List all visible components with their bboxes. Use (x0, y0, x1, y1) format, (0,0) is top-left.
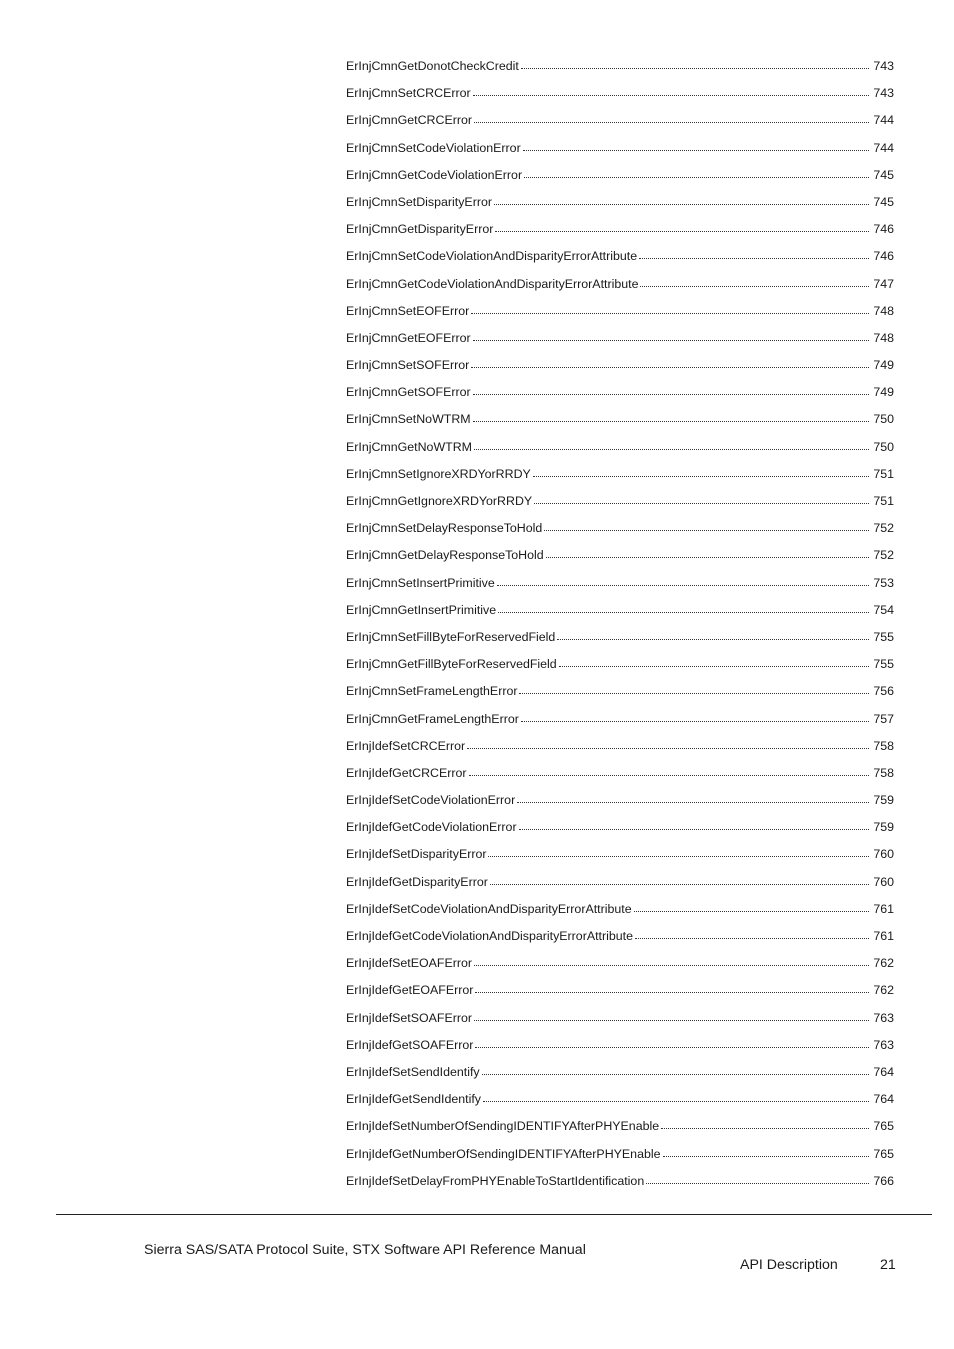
toc-entry[interactable] (346, 844, 894, 871)
toc-entry[interactable] (346, 654, 894, 681)
toc-entry[interactable] (346, 1116, 894, 1143)
toc-entry-title: ErInjIdefSetEOAFError (346, 956, 473, 971)
toc-entry[interactable] (346, 165, 894, 192)
toc-entry[interactable] (346, 56, 894, 83)
toc-entry-title: ErInjIdefGetSOAFError (346, 1037, 474, 1052)
toc-dot-leader (497, 575, 869, 587)
toc-entry[interactable] (346, 1062, 894, 1089)
toc-entry[interactable] (346, 763, 894, 790)
toc-entry[interactable] (346, 736, 894, 763)
toc-entry-page: 745 (873, 167, 894, 182)
toc-entry-page: 748 (873, 330, 894, 345)
toc-dot-leader (635, 928, 869, 940)
toc-entry[interactable] (346, 437, 894, 464)
toc-dot-leader (546, 547, 869, 559)
toc-entry-title: ErInjCmnGetSOFError (346, 385, 471, 400)
toc-entry-title: ErInjCmnSetDelayResponseToHold (346, 521, 543, 536)
toc-entry[interactable] (346, 600, 894, 627)
toc-entry-page: 756 (873, 684, 894, 699)
toc-entry[interactable] (346, 1035, 894, 1062)
toc-entry[interactable] (346, 899, 894, 926)
toc-entry[interactable] (346, 1171, 894, 1198)
toc-entry[interactable] (346, 274, 894, 301)
toc-entry-page: 743 (873, 86, 894, 101)
toc-dot-leader (488, 846, 869, 858)
toc-entry[interactable] (346, 355, 894, 382)
toc-entry-title: ErInjCmnGetFillByteForReservedField (346, 657, 557, 672)
toc-dot-leader (524, 167, 869, 179)
toc-entry-title: ErInjIdefGetCodeViolationError (346, 820, 517, 835)
toc-entry-title: ErInjIdefGetCodeViolationAndDisparityErrorAttribute (346, 929, 633, 943)
toc-entry-page: 761 (873, 901, 894, 916)
toc-entry-page: 762 (873, 983, 894, 998)
toc-dot-leader (475, 982, 869, 994)
toc-entry-page: 749 (873, 358, 894, 373)
toc-entry-page: 746 (873, 249, 894, 264)
toc-dot-leader (663, 1146, 870, 1158)
toc-entry-page: 752 (873, 521, 894, 536)
toc-entry[interactable] (346, 627, 894, 654)
toc-entry-title: ErInjIdefSetCodeViolationAndDisparityErrorAttribute (346, 901, 632, 916)
footer-page-number: 21 (880, 1257, 896, 1273)
toc-entry-title: ErInjCmnGetDelayResponseToHold (346, 548, 544, 563)
toc-entry-page: 766 (873, 1173, 894, 1188)
toc-dot-leader (483, 1091, 869, 1103)
toc-entry-title: ErInjCmnSetEOFError (346, 303, 470, 318)
toc-entry-title: ErInjCmnSetFillByteForReservedField (346, 629, 556, 644)
toc-dot-leader (495, 221, 869, 233)
toc-entry-page: 764 (873, 1092, 894, 1107)
toc-entry-title: ErInjIdefGetSendIdentify (346, 1092, 482, 1107)
toc-entry-page: 762 (873, 956, 894, 971)
toc-dot-leader (521, 711, 869, 723)
toc-entry[interactable] (346, 464, 894, 491)
toc-entry-title: ErInjCmnGetInsertPrimitive (346, 602, 497, 617)
toc-dot-leader (473, 330, 869, 342)
toc-entry-title: ErInjCmnSetCodeViolationError (346, 140, 521, 155)
toc-dot-leader (490, 874, 869, 886)
toc-entry-page: 752 (873, 548, 894, 563)
toc-entry[interactable] (346, 301, 894, 328)
toc-dot-leader (559, 656, 869, 668)
toc-entry[interactable] (346, 491, 894, 518)
toc-entry[interactable] (346, 110, 894, 137)
toc-entry[interactable] (346, 681, 894, 708)
toc-entry-title: ErInjIdefSetCRCError (346, 738, 466, 753)
toc-entry-page: 748 (873, 303, 894, 318)
toc-dot-leader (557, 629, 869, 641)
toc-entry-page: 755 (873, 629, 894, 644)
toc-entry-page: 759 (873, 820, 894, 835)
toc-entry-page: 763 (873, 1010, 894, 1025)
toc-entry-title: ErInjCmnGetCodeViolationError (346, 167, 523, 182)
toc-dot-leader (640, 276, 869, 288)
toc-entry-page: 749 (873, 385, 894, 400)
toc-entry-page: 760 (873, 847, 894, 862)
toc-entry-title: ErInjIdefGetCRCError (346, 765, 467, 780)
toc-entry-page: 754 (873, 602, 894, 617)
toc-dot-leader (519, 819, 869, 831)
toc-dot-leader (467, 738, 869, 750)
toc-entry-page: 760 (873, 874, 894, 889)
toc-entry[interactable] (346, 1144, 894, 1171)
toc-entry-title: ErInjCmnSetSOFError (346, 358, 470, 373)
toc-entry[interactable] (346, 573, 894, 600)
toc-entry-page: 761 (873, 929, 894, 943)
toc-dot-leader (519, 683, 869, 695)
toc-entry[interactable] (346, 980, 894, 1007)
toc-entry-title: ErInjCmnSetIgnoreXRDYorRRDY (346, 466, 531, 481)
toc-dot-leader (474, 955, 869, 967)
toc-entry-page: 750 (873, 439, 894, 454)
toc-entry[interactable] (346, 709, 894, 736)
toc-dot-leader (475, 1037, 869, 1049)
toc-entry-title: ErInjIdefSetCodeViolationError (346, 793, 516, 808)
toc-entry-page: 753 (873, 575, 894, 590)
toc-entry[interactable] (346, 328, 894, 355)
toc-entry[interactable] (346, 817, 894, 844)
toc-dot-leader (474, 112, 869, 124)
toc-dot-leader (474, 1010, 869, 1022)
toc-entry-page: 743 (873, 59, 894, 73)
toc-dot-leader (534, 493, 869, 505)
toc-entry-title: ErInjCmnGetDisparityError (346, 222, 494, 237)
toc-dot-leader (523, 140, 869, 152)
toc-entry[interactable] (346, 926, 894, 953)
toc-dot-leader (494, 194, 869, 206)
toc-entry-page: 745 (873, 194, 894, 209)
toc-dot-leader (634, 901, 869, 913)
toc-entry-page: 755 (873, 657, 894, 672)
toc-entry[interactable] (346, 518, 894, 545)
toc-dot-leader (473, 384, 869, 396)
toc-entry-title: ErInjIdefSetDelayFromPHYEnableToStartIdentification (346, 1173, 645, 1188)
toc-entry-title: ErInjIdefSetNumberOfSendingIDENTIFYAfterPHYEnable (346, 1119, 660, 1134)
toc-entry-title: ErInjIdefSetDisparityError (346, 847, 487, 862)
toc-dot-leader (498, 602, 869, 614)
toc-entry-title: ErInjIdefGetNumberOfSendingIDENTIFYAfterPHYEnable (346, 1146, 661, 1161)
toc-entry[interactable] (346, 409, 894, 436)
toc-entry-page: 751 (873, 494, 894, 508)
toc-entry-page: 744 (873, 140, 894, 155)
toc-entry-page: 765 (873, 1146, 894, 1161)
toc-entry-page: 746 (873, 222, 894, 237)
toc-dot-leader (474, 439, 869, 451)
toc-entry-page: 758 (873, 765, 894, 780)
toc-entry-page: 764 (873, 1064, 894, 1079)
toc-entry-title: ErInjCmnSetInsertPrimitive (346, 575, 495, 590)
toc-entry-page: 765 (873, 1119, 894, 1134)
toc-entry[interactable] (346, 790, 894, 817)
toc-entry-page: 758 (873, 738, 894, 753)
toc-dot-leader (661, 1118, 869, 1130)
toc-entry[interactable] (346, 246, 894, 273)
toc-dot-leader (473, 411, 869, 423)
toc-entry-title: ErInjCmnGetCRCError (346, 113, 472, 128)
toc-dot-leader (469, 765, 870, 777)
toc-entry-page: 751 (873, 466, 894, 481)
toc-dot-leader (533, 466, 869, 478)
toc-dot-leader (544, 520, 869, 532)
toc-entry[interactable] (346, 953, 894, 980)
toc-entry-title: ErInjCmnGetEOFError (346, 330, 471, 345)
toc-dot-leader (471, 357, 869, 369)
toc-entry-title: ErInjCmnGetIgnoreXRDYorRRDY (346, 494, 533, 508)
toc-entry-page: 763 (873, 1037, 894, 1052)
toc-entry-title: ErInjCmnSetDisparityError (346, 194, 492, 209)
toc-entry-page: 750 (873, 412, 894, 427)
table-of-contents (346, 56, 894, 1198)
toc-entry-title: ErInjCmnSetNoWTRM (346, 412, 471, 427)
toc-entry-title: ErInjIdefSetSOAFError (346, 1010, 473, 1025)
toc-entry[interactable] (346, 219, 894, 246)
toc-entry-page: 747 (873, 276, 894, 291)
footer-section-name: API Description (740, 1257, 838, 1273)
toc-entry-title: ErInjCmnSetCodeViolationAndDisparityErrorAttribute (346, 249, 638, 264)
toc-entry-title: ErInjIdefGetEOAFError (346, 983, 474, 998)
toc-entry-title: ErInjIdefGetDisparityError (346, 874, 488, 889)
toc-entry[interactable] (346, 138, 894, 165)
toc-entry-title: ErInjIdefSetSendIdentify (346, 1064, 480, 1079)
footer-document-title: Sierra SAS/SATA Protocol Suite, STX Software API Reference Manual (144, 1242, 586, 1258)
toc-dot-leader (482, 1064, 869, 1076)
toc-entry[interactable] (346, 83, 894, 110)
toc-entry[interactable] (346, 192, 894, 219)
toc-dot-leader (517, 792, 869, 804)
toc-entry-title: ErInjCmnGetCodeViolationAndDisparityErrorAttribute (346, 276, 639, 291)
toc-dot-leader (646, 1173, 869, 1185)
footer-divider (56, 1214, 932, 1215)
toc-entry-page: 757 (873, 711, 894, 726)
toc-entry[interactable] (346, 1089, 894, 1116)
toc-dot-leader (639, 248, 869, 260)
toc-dot-leader (471, 303, 869, 315)
toc-entry-title: ErInjCmnGetNoWTRM (346, 439, 472, 454)
toc-dot-leader (521, 58, 869, 70)
toc-entry[interactable] (346, 872, 894, 899)
toc-entry[interactable] (346, 1008, 894, 1035)
toc-entry-page: 759 (873, 793, 894, 808)
toc-entry[interactable] (346, 382, 894, 409)
toc-entry-title: ErInjCmnGetFrameLengthError (346, 711, 519, 726)
toc-dot-leader (473, 85, 869, 97)
toc-entry[interactable] (346, 545, 894, 572)
toc-entry-title: ErInjCmnSetCRCError (346, 86, 471, 101)
toc-entry-page: 744 (873, 113, 894, 128)
toc-entry-title: ErInjCmnSetFrameLengthError (346, 684, 518, 699)
toc-entry-title: ErInjCmnGetDonotCheckCredit (346, 59, 519, 73)
